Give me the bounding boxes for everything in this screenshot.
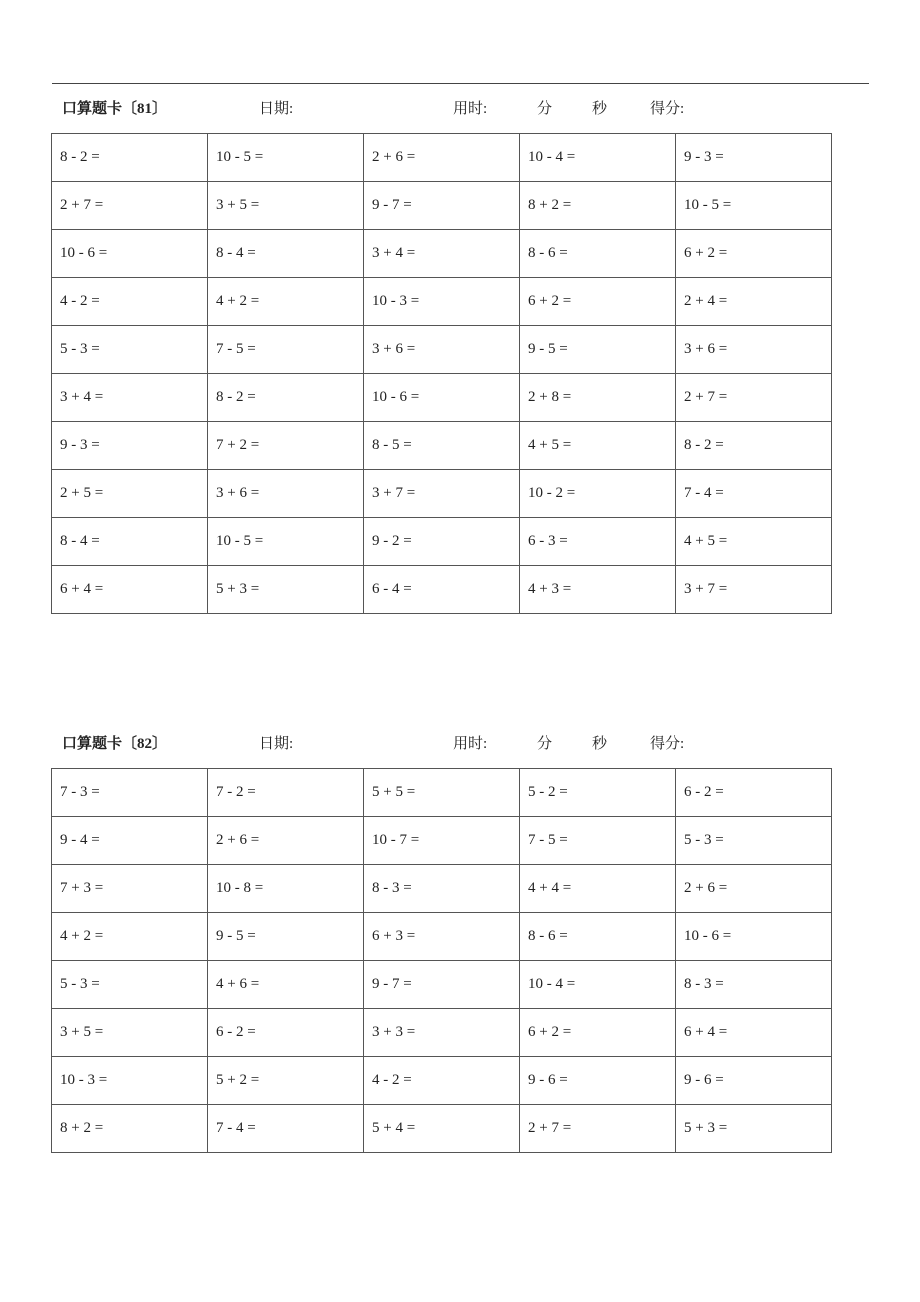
problem-cell: 4 + 6 = — [208, 961, 364, 1009]
problem-cell: 6 + 2 = — [520, 1009, 676, 1057]
table-row — [52, 1009, 832, 1057]
problem-cell: 6 + 2 = — [676, 230, 832, 278]
problem-cell: 3 + 6 = — [364, 326, 520, 374]
problem-cell: 10 - 3 = — [364, 278, 520, 326]
problem-cell: 2 + 6 = — [676, 865, 832, 913]
problem-cell: 10 - 4 = — [520, 134, 676, 182]
table-row — [52, 182, 832, 230]
problem-cell: 4 + 5 = — [520, 422, 676, 470]
table-row — [52, 422, 832, 470]
problem-cell: 3 + 6 = — [676, 326, 832, 374]
problem-cell: 3 + 7 = — [364, 470, 520, 518]
problem-cell: 5 - 3 = — [676, 817, 832, 865]
minute-label: 分 — [537, 736, 553, 752]
problem-cell: 3 + 3 = — [364, 1009, 520, 1057]
problem-cell: 7 - 3 = — [52, 769, 208, 817]
second-label: 秒 — [592, 736, 608, 752]
problem-cell: 4 + 2 = — [208, 278, 364, 326]
problem-cell: 7 - 4 = — [676, 470, 832, 518]
problem-cell: 4 + 3 = — [520, 566, 676, 614]
problem-cell: 7 - 5 = — [520, 817, 676, 865]
problem-cell: 9 - 6 = — [520, 1057, 676, 1105]
problem-cell: 2 + 7 = — [676, 374, 832, 422]
problem-cell: 5 + 2 = — [208, 1057, 364, 1105]
problem-cell: 10 - 2 = — [520, 470, 676, 518]
table-row — [52, 518, 832, 566]
problem-cell: 8 - 2 = — [52, 134, 208, 182]
problem-cell: 6 + 2 = — [520, 278, 676, 326]
table-row — [52, 566, 832, 614]
table-row — [52, 1105, 832, 1153]
card-header-82 — [0, 732, 920, 752]
problem-cell: 8 - 3 = — [676, 961, 832, 1009]
minute-label: 分 — [537, 101, 553, 117]
table-row — [52, 961, 832, 1009]
problem-cell: 2 + 6 = — [364, 134, 520, 182]
table-row — [52, 230, 832, 278]
problem-cell: 3 + 4 = — [364, 230, 520, 278]
problem-cell: 9 - 2 = — [364, 518, 520, 566]
problem-cell: 9 - 5 = — [520, 326, 676, 374]
problem-cell: 5 - 3 = — [52, 961, 208, 1009]
card-title: 口算题卡〔81〕 — [62, 101, 168, 117]
problem-cell: 4 - 2 = — [364, 1057, 520, 1105]
problem-cell: 6 + 3 = — [364, 913, 520, 961]
problem-cell: 3 + 5 = — [208, 182, 364, 230]
problem-cell: 4 + 4 = — [520, 865, 676, 913]
problem-cell: 10 - 7 = — [364, 817, 520, 865]
problem-cell: 8 + 2 = — [520, 182, 676, 230]
problem-cell: 5 + 3 = — [676, 1105, 832, 1153]
table-row — [52, 1057, 832, 1105]
problem-cell: 2 + 6 = — [208, 817, 364, 865]
problem-cell: 9 - 3 = — [676, 134, 832, 182]
card-title: 口算题卡〔82〕 — [62, 736, 168, 752]
problem-cell: 7 - 4 = — [208, 1105, 364, 1153]
problem-cell: 8 + 2 = — [52, 1105, 208, 1153]
second-label: 秒 — [592, 101, 608, 117]
problem-cell: 6 + 4 = — [676, 1009, 832, 1057]
table-row — [52, 374, 832, 422]
problem-cell: 3 + 4 = — [52, 374, 208, 422]
problem-cell: 9 - 5 = — [208, 913, 364, 961]
problem-cell: 8 - 2 = — [676, 422, 832, 470]
problem-cell: 6 - 2 = — [208, 1009, 364, 1057]
problem-cell: 4 + 5 = — [676, 518, 832, 566]
problem-table-81 — [51, 133, 832, 614]
problem-cell: 7 + 3 = — [52, 865, 208, 913]
problem-cell: 6 - 4 = — [364, 566, 520, 614]
problem-cell: 10 - 6 = — [676, 913, 832, 961]
score-label: 得分: — [650, 736, 685, 752]
problem-cell: 8 - 5 = — [364, 422, 520, 470]
score-label: 得分: — [650, 101, 685, 117]
problem-cell: 6 - 3 = — [520, 518, 676, 566]
problem-cell: 10 - 6 = — [364, 374, 520, 422]
problem-cell: 2 + 4 = — [676, 278, 832, 326]
problem-cell: 2 + 7 = — [520, 1105, 676, 1153]
table-row — [52, 470, 832, 518]
card-header-81 — [0, 97, 920, 117]
problem-cell: 10 - 5 = — [208, 134, 364, 182]
problem-cell: 7 + 2 = — [208, 422, 364, 470]
problem-cell: 5 + 3 = — [208, 566, 364, 614]
problem-cell: 7 - 5 = — [208, 326, 364, 374]
problem-cell: 5 + 5 = — [364, 769, 520, 817]
problem-cell: 10 - 5 = — [676, 182, 832, 230]
problem-cell: 10 - 5 = — [208, 518, 364, 566]
problem-cell: 10 - 6 = — [52, 230, 208, 278]
problem-cell: 8 - 2 = — [208, 374, 364, 422]
problem-cell: 7 - 2 = — [208, 769, 364, 817]
table-row — [52, 817, 832, 865]
table-row — [52, 326, 832, 374]
date-label: 日期: — [259, 736, 294, 752]
table-row — [52, 134, 832, 182]
problem-cell: 9 - 7 = — [364, 961, 520, 1009]
problem-cell: 6 - 2 = — [676, 769, 832, 817]
problem-cell: 9 - 7 = — [364, 182, 520, 230]
problem-table-82 — [51, 768, 832, 1153]
top-rule — [52, 83, 869, 84]
problem-cell: 6 + 4 = — [52, 566, 208, 614]
time-used-label: 用时: — [453, 101, 488, 117]
problem-cell: 10 - 3 = — [52, 1057, 208, 1105]
problem-cell: 3 + 5 = — [52, 1009, 208, 1057]
date-label: 日期: — [259, 101, 294, 117]
problem-cell: 8 - 4 = — [52, 518, 208, 566]
problem-cell: 5 - 2 = — [520, 769, 676, 817]
problem-cell: 4 + 2 = — [52, 913, 208, 961]
table-row — [52, 769, 832, 817]
problem-cell: 8 - 6 = — [520, 230, 676, 278]
problem-cell: 8 - 4 = — [208, 230, 364, 278]
problem-cell: 2 + 5 = — [52, 470, 208, 518]
table-row — [52, 913, 832, 961]
problem-cell: 2 + 8 = — [520, 374, 676, 422]
problem-cell: 8 - 3 = — [364, 865, 520, 913]
table-row — [52, 278, 832, 326]
problem-cell: 3 + 6 = — [208, 470, 364, 518]
problem-cell: 9 - 4 = — [52, 817, 208, 865]
problem-cell: 5 + 4 = — [364, 1105, 520, 1153]
problem-cell: 10 - 4 = — [520, 961, 676, 1009]
problem-cell: 10 - 8 = — [208, 865, 364, 913]
table-row — [52, 865, 832, 913]
problem-cell: 8 - 6 = — [520, 913, 676, 961]
problem-cell: 3 + 7 = — [676, 566, 832, 614]
problem-cell: 4 - 2 = — [52, 278, 208, 326]
problem-cell: 9 - 3 = — [52, 422, 208, 470]
problem-cell: 5 - 3 = — [52, 326, 208, 374]
time-used-label: 用时: — [453, 736, 488, 752]
problem-cell: 2 + 7 = — [52, 182, 208, 230]
problem-cell: 9 - 6 = — [676, 1057, 832, 1105]
